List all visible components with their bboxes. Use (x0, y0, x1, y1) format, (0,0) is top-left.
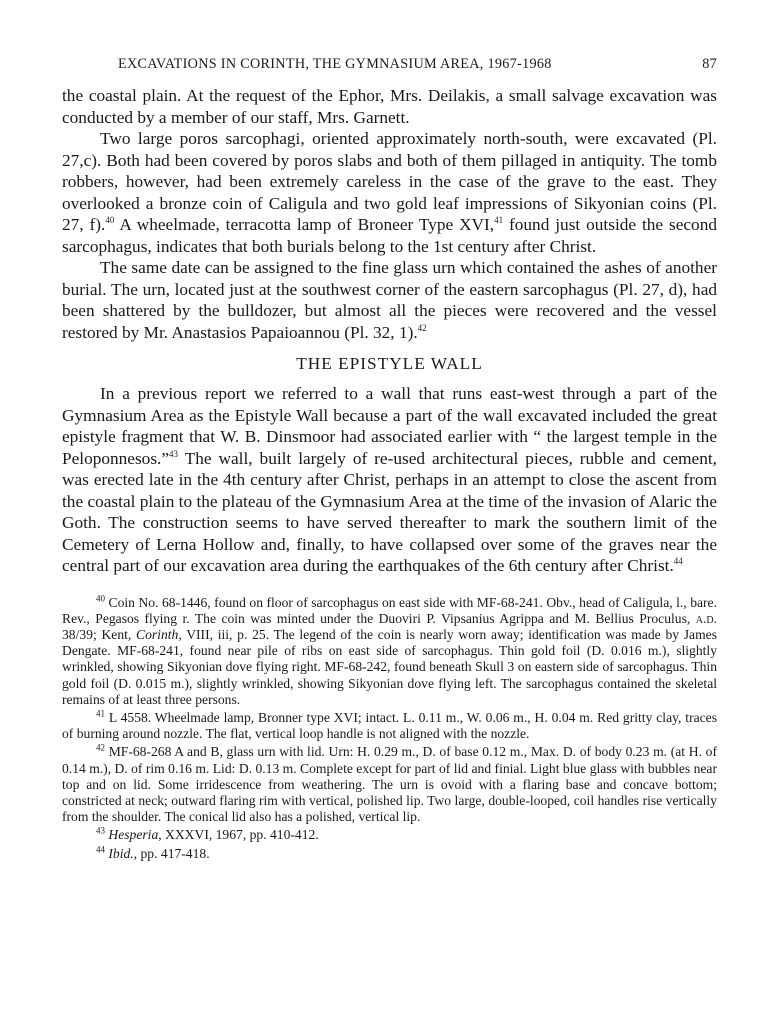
paragraph-2-text-c: found just outside the second sarcophagus, indicates that both burials belong to the 1st century after Christ. (62, 215, 717, 256)
footnote-44-number: 44 (96, 844, 105, 855)
footnote-40-text-a: Coin No. 68-1446, found on floor of sarcophagus on east side with MF-68-241. Obv., head of Caligula, l., bare. Rev., Pegasos flying r. The coin was minted under the Duoviri P. Vipsanius Agrippa and M. Bellius Proculus, (62, 594, 717, 626)
footnote-40-italic: Corinth (136, 626, 179, 642)
footnote-42-text: MF-68-268 A and B, glass urn with lid. Urn: H. 0.29 m., D. of base 0.12 m., Max. D. of body 0.23 m. (at H. of 0.14 m.), D. of rim 0.16 m. Lid: D. 0.13 m. Complete except for part of lid and finial. Light blue glass with bubbles near top and on lid. Some irridescence from weathering. The urn is ovoid with a flaring base and concave bottom; constricted at neck; outward flaring rim with vertical, polished lip. Two large, double-looped, coil handles rise vertically from the shoulder. The conical lid also has a polished, vertical lip. (62, 744, 717, 825)
footnote-43-number: 43 (96, 825, 105, 836)
footnote-42 (62, 744, 717, 825)
page (62, 56, 717, 862)
footnote-ref-41[interactable]: 41 (494, 215, 504, 226)
footnote-43-text: , XXXVI, 1967, pp. 410-412. (158, 827, 319, 843)
footnote-41-number: 41 (96, 708, 105, 719)
footnote-43-italic: Hesperia (108, 827, 159, 843)
running-head (62, 56, 717, 73)
paragraph-2-text-a: Two large poros sarcophagi, oriented approximately north-south, were excavated (Pl. 27,c). Both had been covered by poros slabs and both of them pillaged in antiquity. The tomb robbers, however, had been extremely careless in the case of the grave to the east. They overlooked a bronze coin of Caligula and two gold leaf impressions of Sikyonian coins (Pl. 27, f). (62, 129, 717, 234)
paragraph-4 (62, 383, 717, 577)
footnote-40 (62, 592, 717, 708)
paragraph-3 (62, 257, 717, 343)
paragraph-2 (62, 128, 717, 257)
footnote-40-number: 40 (96, 592, 105, 603)
footnotes (62, 592, 717, 862)
footnote-ref-42[interactable]: 42 (417, 322, 427, 333)
paragraph-1: the coastal plain. At the request of the Ephor, Mrs. Deilakis, a small salvage excavation was conducted by a member of our staff, Mrs. Garnett. (62, 86, 717, 127)
footnote-ref-44[interactable]: 44 (673, 556, 683, 567)
footnote-42-number: 42 (96, 742, 105, 753)
footnote-40-era: a.d. (695, 610, 717, 626)
body-text (62, 85, 717, 577)
footnote-44-text: , pp. 417-418. (133, 845, 210, 861)
footnote-43 (62, 827, 717, 843)
footnote-ref-43[interactable]: 43 (169, 448, 179, 459)
footnote-40-text-c: , VIII, iii, p. 25. The legend of the coin is nearly worn away; identification was made by James Dengate. MF-68-241, found near pile of ribs on east side of sarcophagus. Thin gold foil (D. 0.016 m.), slightly wrinkled, showing Sikyonian dove flying right. MF-68-242, found beneath Skull 3 on eastern side of sarcophagus. Thin gold foil (D. 0.015 m.), slightly wrinkled, showing Sikyonian dove flying left. The sarcophagus contained the skeletal remains of at least three persons. (62, 626, 717, 707)
footnote-ref-40[interactable]: 40 (105, 215, 115, 226)
paragraph-2-text-b: A wheelmade, terracotta lamp of Broneer Type XVI, (114, 215, 495, 234)
page-number: 87 (702, 56, 717, 72)
running-head-title: EXCAVATIONS IN CORINTH, THE GYMNASIUM AREA, 1967-1968 (118, 56, 552, 72)
footnote-41-text: L 4558. Wheelmade lamp, Bronner type XVI; intact. L. 0.11 m., W. 0.06 m., H. 0.04 m. Red gritty clay, traces of burning around nozzle. The flat, vertical loop handle is not aligned with the nozzle. (62, 709, 717, 742)
footnote-44 (62, 846, 717, 862)
paragraph-4-text-a: In a previous report we referred to a wall that runs east-west through a part of the Gymnasium Area as the Epistyle Wall because a part of the wall excavated included the great epistyle fragment that W. B. Dinsmoor had associated earlier with “ the largest temple in the Peloponnesos.” (62, 384, 717, 468)
footnote-40-text-b: 38/39; Kent, (62, 626, 137, 642)
paragraph-4-text-b: The wall, built largely of re-used architectural pieces, rubble and cement, was erected late in the 4th century after Christ, perhaps in an attempt to close the ascent from the coastal plain to the plateau of the Gymnasium Area at the time of the invasion of Alaric the Goth. The construction seems to have served thereafter to mark the southern limit of the Cemetery of Lerna Hollow and, finally, to have collapsed over some of the graves near the central part of our excavation area during the earthquakes of the 6th century after Christ. (62, 448, 717, 575)
footnote-44-italic: Ibid. (108, 845, 134, 861)
footnote-41 (62, 710, 717, 742)
paragraph-3-text: The same date can be assigned to the fine glass urn which contained the ashes of another burial. The urn, located just at the southwest corner of the eastern sarcophagus (Pl. 27, d), had been shattered by the bulldozer, but almost all the pieces were recovered and the vessel restored by Mr. Anastasios Papaioannou (Pl. 32, 1). (62, 258, 717, 342)
section-heading: THE EPISTYLE WALL (296, 354, 483, 373)
